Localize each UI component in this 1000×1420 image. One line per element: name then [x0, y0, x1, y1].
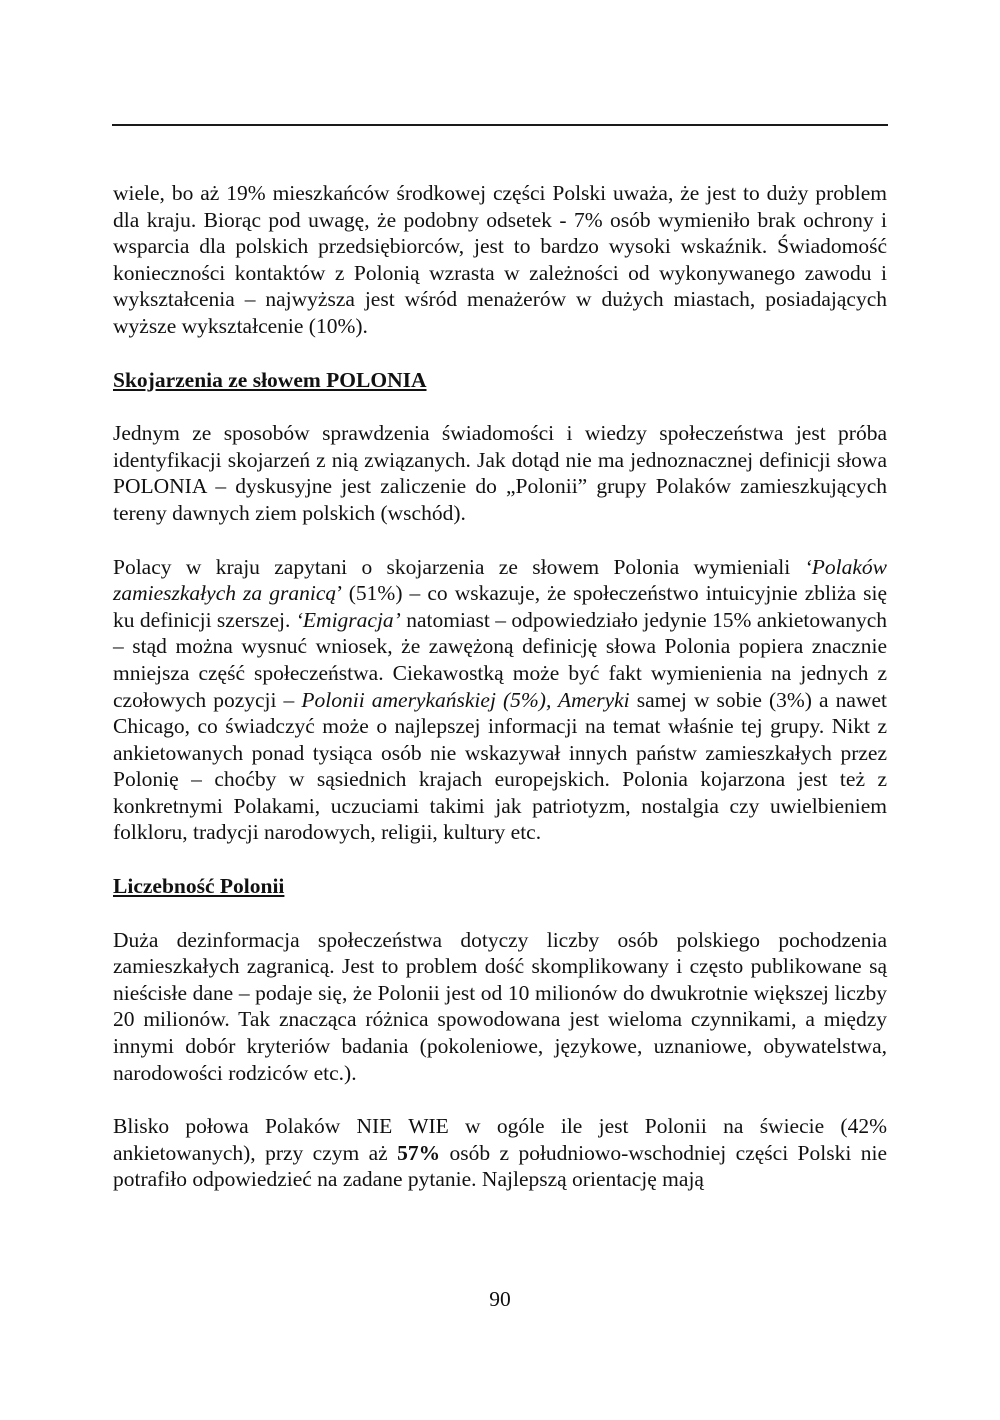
bold-percentage: 57% [397, 1140, 441, 1165]
paragraph-population-unknown [113, 1113, 887, 1193]
text-run: Blisko połowa Polaków NIE WIE w ogóle ile jest Polonii na świecie (42% ankietowanych), przy czym aż [113, 1114, 887, 1165]
spacer [113, 1086, 887, 1113]
page-number: 90 [489, 1287, 511, 1311]
text-run: osób z południowo-wschodniej części Polski nie potrafiło odpowiedzieć na zadane pytanie. Najlepszą orientację mają [113, 1140, 887, 1192]
text-run: ’ (51%) – co wskazuje, że społeczeństwo intuicyjnie zbliża się ku definicji szerszej. [113, 581, 887, 632]
spacer [113, 900, 887, 927]
spacer [113, 527, 887, 554]
paragraph-continuation: wiele, bo aż 19% mieszkańców środkowej części Polski uważa, że jest to duży problem dla kraju. Biorąc pod uwagę, że podobny odsetek - 7% osób wymieniło brak ochrony i wsparcia dla polskich przedsiębiorców, jest to bardzo wysoki wskaźnik. Świadomość konieczności kontaktów z Polonią wzrasta w zależności od wykonywanego zawodu i wykształcenia – najwyższa jest wśród menażerów w dużych miastach, posiadających wyższe wykształcenie (10%). [113, 181, 887, 338]
paragraph-associations-intro: Jednym ze sposobów sprawdzenia świadomości i wiedzy społeczeństwa jest próba identyfikacji skojarzeń z nią związanych. Jak dotąd nie ma jednoznacznej definicji słowa POLONIA – dyskusyjne jest zaliczenie do „Polonii” grupy Polaków zamieszkujących tereny dawnych ziem polskich (wschód). [113, 421, 887, 525]
spacer [113, 340, 887, 367]
spacer [113, 393, 887, 420]
text-run: natomiast – odpowiedziało jedynie 15% ankietowanych – stąd można wysnuć wniosek, że zawężoną definicję słowa Polonia popiera znacznie mniejsza część społeczeństwa. Ciekawostką może być fakt wymienienia na jednych z czołowych pozycji – [113, 607, 887, 712]
header-rule [112, 124, 888, 126]
italic-quote-abroad: ‘Polaków zamieszkałych za granicą [113, 554, 887, 606]
text-run: samej w sobie (3%) a nawet Chicago, co świadczyć może o najlepszej informacji na temat właśnie tej grupy. Nikt z ankietowanych ponad tysiąca osób nie wskazywał innych państw zamieszkałych przez Polonię – choćby w sąsiednich krajach europejskich. Polonia kojarzona jest też z konkretnymi Polakami, uczuciami takimi jak patriotyzm, nostalgia czy uwielbieniem folkloru, tradycji narodowych, religii, kultury etc. [113, 687, 887, 845]
section-heading-population: Liczebność Polonii [113, 874, 285, 899]
paragraph-population-misinformation: Duża dezinformacja społeczeństwa dotyczy liczby osób polskiego pochodzenia zamieszkałych zagranicą. Jest to problem dość skomplikowany i często publikowane są nieścisłe dane – podaje się, że Polonii jest od 10 milionów do dwukrotnie większej liczby 20 milionów. Tak znacząca różnica spowodowana jest wieloma czynnikami, a między innymi dobór kryteriów badania (pokoleniowe, językowe, uznaniowe, obywatelstwa, narodowości rodziców etc.). [113, 927, 887, 1085]
italic-american-polonia: Polonii amerykańskiej (5%), Ameryki [301, 687, 630, 712]
section-heading-associations: Skojarzenia ze słowem POLONIA [113, 367, 427, 392]
paragraph-associations-results [113, 554, 887, 847]
page-body [113, 180, 887, 1193]
italic-quote-emigration: ‘Emigracja’ [295, 607, 401, 632]
text-run: Polacy w kraju zapytani o skojarzenia ze słowem Polonia wymieniali [113, 554, 805, 579]
spacer [113, 846, 887, 873]
